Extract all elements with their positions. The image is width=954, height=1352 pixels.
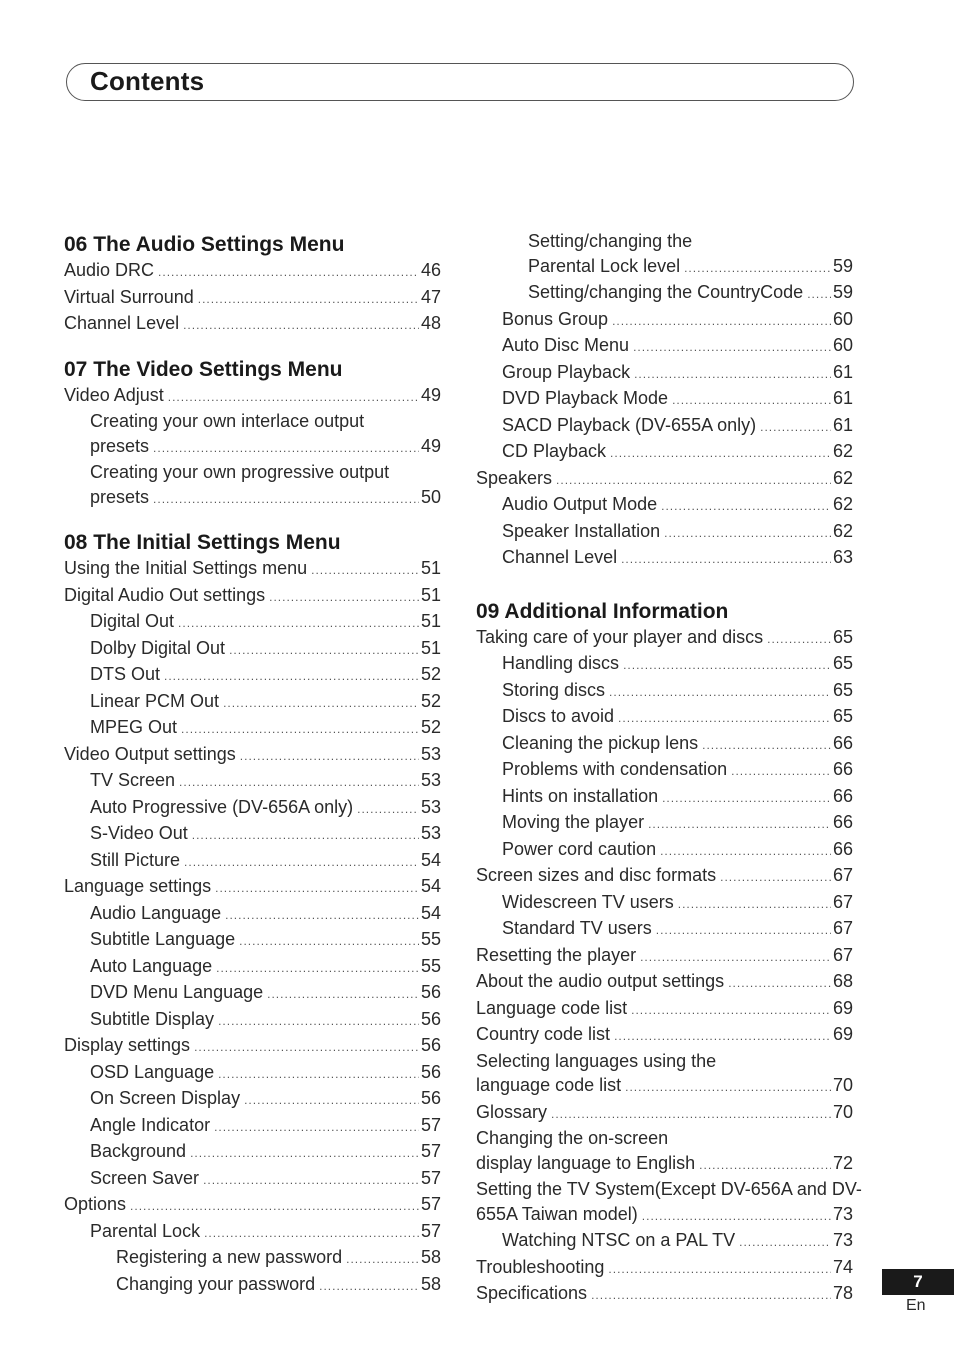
- toc-entry-line[interactable]: Setting/changing the: [528, 231, 693, 251]
- toc-entry[interactable]: On Screen Display ..... 56: [64, 1086, 441, 1113]
- toc-entry[interactable]: Options ..... 57: [64, 1192, 441, 1219]
- toc-entry[interactable]: presets ..... 50: [64, 485, 441, 512]
- toc-entry-line[interactable]: Creating your own interlace output: [90, 411, 365, 431]
- toc-entry[interactable]: Digital Out ..... 51: [64, 609, 441, 636]
- toc-entry[interactable]: OSD Language ..... 56: [64, 1060, 441, 1087]
- toc-entry[interactable]: TV Screen ..... 53: [64, 768, 441, 795]
- page-title: Contents: [90, 66, 205, 96]
- toc-entry[interactable]: Country code list ..... 69: [476, 1022, 853, 1049]
- toc-entry[interactable]: Virtual Surround ..... 47: [64, 285, 441, 312]
- toc-entry[interactable]: Troubleshooting ..... 74: [476, 1255, 853, 1282]
- toc-entry[interactable]: DVD Playback Mode ..... 61: [476, 386, 853, 413]
- toc-entry[interactable]: Screen Saver ..... 57: [64, 1166, 441, 1193]
- toc-entry[interactable]: Bonus Group ..... 60: [476, 307, 853, 334]
- toc-entry[interactable]: Audio DRC ..... 46: [64, 258, 441, 285]
- toc-entry[interactable]: Parental Lock ..... 57: [64, 1219, 441, 1246]
- toc-entry[interactable]: Handling discs ..... 65: [476, 651, 853, 678]
- toc-entry[interactable]: Speakers ..... 62: [476, 466, 853, 493]
- toc-entry[interactable]: Auto Disc Menu ..... 60: [476, 333, 853, 360]
- toc-entry[interactable]: CD Playback ..... 62: [476, 439, 853, 466]
- toc-entry[interactable]: Video Adjust ..... 49: [64, 383, 441, 410]
- toc-entry[interactable]: Linear PCM Out ..... 52: [64, 689, 441, 716]
- toc-entry[interactable]: Audio Output Mode ..... 62: [476, 492, 853, 519]
- toc-section-continued: [476, 229, 853, 572]
- toc-entry-line[interactable]: Changing the on-screen: [476, 1128, 669, 1148]
- toc-entry[interactable]: S-Video Out ..... 53: [64, 821, 441, 848]
- toc-entry[interactable]: Auto Progressive (DV-656A only) ..... 53: [64, 795, 441, 822]
- toc-right-column: [476, 229, 862, 1326]
- toc-entry[interactable]: Using the Initial Settings menu ..... 51: [64, 556, 441, 583]
- toc-entry[interactable]: Audio Language ..... 54: [64, 901, 441, 928]
- toc-entry[interactable]: Auto Language ..... 55: [64, 954, 441, 981]
- toc-entry[interactable]: Background ..... 57: [64, 1139, 441, 1166]
- toc-entry[interactable]: Cleaning the pickup lens ..... 66: [476, 731, 853, 758]
- toc-section-additional: [476, 598, 862, 1308]
- toc-entry[interactable]: 655A Taiwan model) ..... 73: [476, 1202, 853, 1229]
- toc-entry[interactable]: Changing your password ..... 58: [64, 1272, 441, 1299]
- section-heading: 07 The Video Settings Menu: [64, 357, 343, 381]
- toc-entry[interactable]: Resetting the player ..... 67: [476, 943, 853, 970]
- toc-entry[interactable]: Digital Audio Out settings ..... 51: [64, 583, 441, 610]
- toc-entry[interactable]: Dolby Digital Out ..... 51: [64, 636, 441, 663]
- toc-entry[interactable]: Group Playback ..... 61: [476, 360, 853, 387]
- toc-entry[interactable]: Power cord caution ..... 66: [476, 837, 853, 864]
- toc-entry[interactable]: Moving the player ..... 66: [476, 810, 853, 837]
- toc-entry[interactable]: About the audio output settings ..... 68: [476, 969, 853, 996]
- toc-entry[interactable]: Display settings ..... 56: [64, 1033, 441, 1060]
- toc-entry[interactable]: Subtitle Language ..... 55: [64, 927, 441, 954]
- toc-entry[interactable]: Discs to avoid ..... 65: [476, 704, 853, 731]
- toc-entry[interactable]: Problems with condensation ..... 66: [476, 757, 853, 784]
- toc-entry[interactable]: SACD Playback (DV-655A only) ..... 61: [476, 413, 853, 440]
- toc-entry[interactable]: Watching NTSC on a PAL TV ..... 73: [476, 1228, 853, 1255]
- toc-entry[interactable]: Parental Lock level ..... 59: [476, 254, 853, 281]
- toc-entry[interactable]: Speaker Installation ..... 62: [476, 519, 853, 546]
- toc-entry[interactable]: Subtitle Display ..... 56: [64, 1007, 441, 1034]
- toc-entry[interactable]: language code list ..... 70: [476, 1073, 853, 1100]
- toc-entry[interactable]: Registering a new password ..... 58: [64, 1245, 441, 1272]
- toc-entry[interactable]: Language code list ..... 69: [476, 996, 853, 1023]
- toc-entry-line[interactable]: Setting the TV System(Except DV-656A and DV-: [476, 1179, 862, 1199]
- toc-entry[interactable]: Setting/changing the CountryCode ..... 59: [476, 280, 853, 307]
- language-label: En: [906, 1297, 926, 1314]
- section-heading: 08 The Initial Settings Menu: [64, 531, 341, 554]
- toc-entry[interactable]: Glossary ..... 70: [476, 1100, 853, 1127]
- toc-entry[interactable]: Still Picture ..... 54: [64, 848, 441, 875]
- toc-entry[interactable]: Angle Indicator ..... 57: [64, 1113, 441, 1140]
- toc-entry[interactable]: Channel Level ..... 63: [476, 545, 853, 572]
- toc-section-audio: [64, 231, 441, 338]
- section-heading: 06 The Audio Settings Menu: [64, 233, 345, 256]
- toc-left-column: [64, 229, 441, 1316]
- toc-entry[interactable]: DTS Out ..... 52: [64, 662, 441, 689]
- section-heading: 09 Additional Information: [476, 599, 729, 623]
- toc-entry[interactable]: Standard TV users ..... 67: [476, 916, 853, 943]
- toc-entry[interactable]: Storing discs ..... 65: [476, 678, 853, 705]
- toc-entry[interactable]: DVD Menu Language ..... 56: [64, 980, 441, 1007]
- toc-entry-line[interactable]: Creating your own progressive output: [90, 462, 390, 482]
- toc-entry[interactable]: Channel Level ..... 48: [64, 311, 441, 338]
- toc-section-initial: [64, 529, 441, 1298]
- toc-entry[interactable]: MPEG Out ..... 52: [64, 715, 441, 742]
- toc-section-video: [64, 356, 441, 512]
- toc-entry[interactable]: Language settings ..... 54: [64, 874, 441, 901]
- toc-entry[interactable]: Taking care of your player and discs ..... 65: [476, 625, 853, 652]
- toc-entry[interactable]: Specifications ..... 78: [476, 1281, 853, 1308]
- toc-entry[interactable]: presets ..... 49: [64, 434, 441, 461]
- toc-entry[interactable]: Widescreen TV users ..... 67: [476, 890, 853, 917]
- page-number-badge: 7: [882, 1269, 954, 1295]
- toc-entry[interactable]: Video Output settings ..... 53: [64, 742, 441, 769]
- toc-entry[interactable]: Screen sizes and disc formats ..... 67: [476, 863, 853, 890]
- toc-entry-line[interactable]: Selecting languages using the: [476, 1050, 717, 1071]
- toc-entry[interactable]: Hints on installation ..... 66: [476, 784, 853, 811]
- toc-entry[interactable]: display language to English ..... 72: [476, 1151, 853, 1178]
